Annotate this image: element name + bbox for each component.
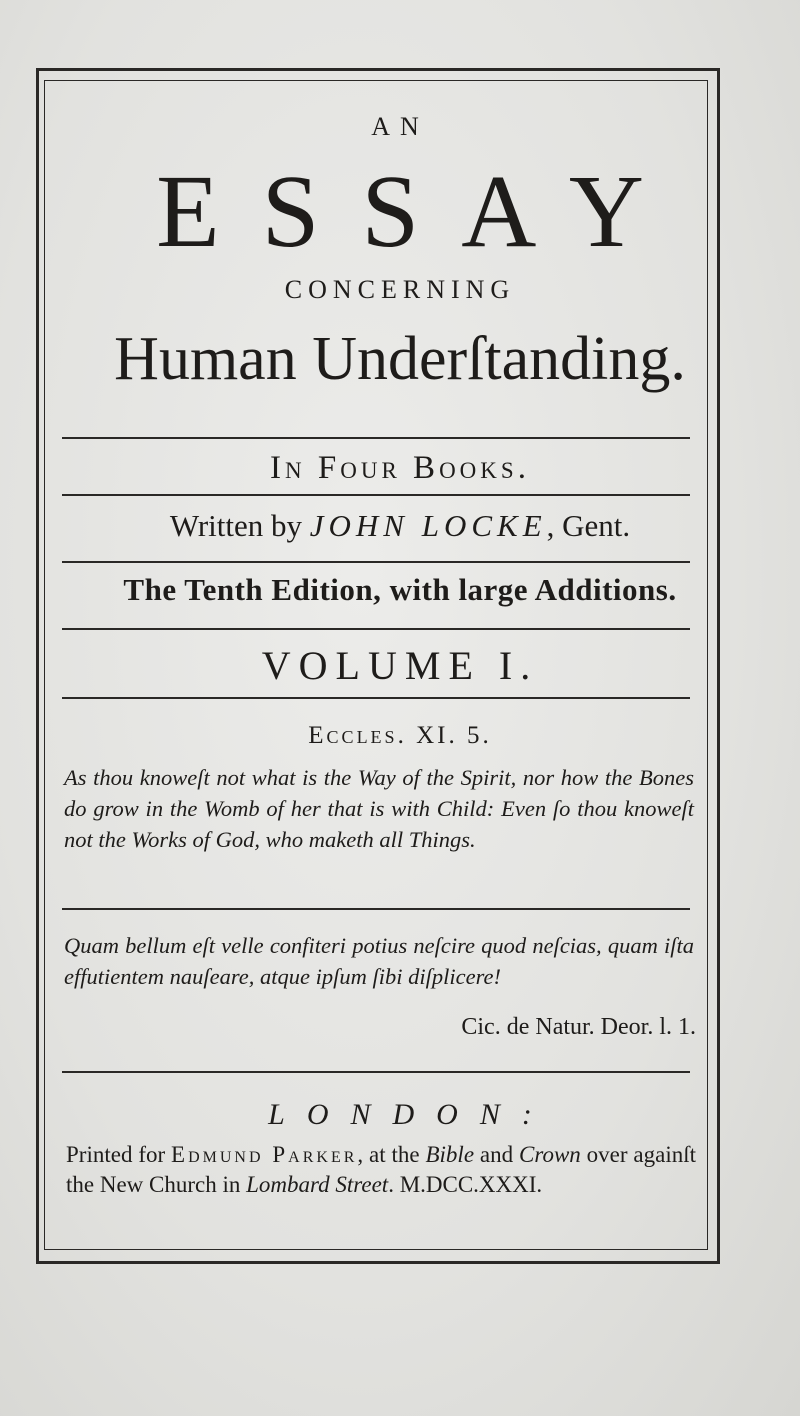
- author-line: [0, 508, 800, 544]
- imprint-and: and: [474, 1142, 519, 1167]
- imprint-printed-for: Printed for: [66, 1142, 172, 1167]
- epigraph-text: As thou knoweſt not what is the Way of the Spirit, nor how the Bones do grow in the Womb of her that is with Child: Even ſo thou knoweſt not the Works of God, who maketh all Things.: [64, 765, 694, 852]
- title-essay: ESSAY: [156, 154, 686, 269]
- divider-rule: [62, 561, 690, 563]
- written-suffix: , Gent.: [546, 508, 631, 543]
- volume-line: VOLUME I.: [261, 643, 539, 688]
- imprint-at: , at the: [357, 1142, 426, 1167]
- epigraph-reference: Eccles. XI. 5.: [308, 722, 492, 749]
- imprint-over: over againſt the New Church in: [66, 1142, 696, 1197]
- imprint: [66, 1140, 696, 1200]
- divider-rule: [62, 908, 690, 910]
- imprint-printer: Edmund Parker: [171, 1142, 358, 1167]
- title-concerning: CONCERNING: [284, 275, 516, 304]
- latin-citation: Cic. de Natur. Deor. l. 1.: [461, 1014, 696, 1040]
- title-subject: Human Underſtanding.: [114, 325, 686, 393]
- books-line: In Four Books.: [270, 450, 530, 486]
- divider-rule: [62, 697, 690, 699]
- title-an: AN: [371, 112, 429, 141]
- divider-rule: [62, 494, 690, 496]
- imprint-date: . M.DCC.XXXI.: [388, 1172, 543, 1197]
- imprint-bible: Bible: [425, 1142, 475, 1167]
- edition-line: The Tenth Edition, with large Additions.: [123, 572, 677, 607]
- written-prefix: Written by: [169, 508, 310, 543]
- imprint-crown: Crown: [519, 1142, 581, 1167]
- latin-quote: Quam bellum eſt velle confiteri potius neſcire quod neſcias, quam iſta effutientem nauſeare, atque ipſum ſibi diſplicere!: [64, 933, 694, 989]
- divider-rule: [62, 1071, 690, 1073]
- imprint-lombard: Lombard Street: [246, 1172, 389, 1197]
- divider-rule: [62, 437, 690, 439]
- divider-rule: [62, 628, 690, 630]
- imprint-city: LONDON:: [268, 1098, 554, 1131]
- author-name: JOHN LOCKE: [309, 508, 547, 543]
